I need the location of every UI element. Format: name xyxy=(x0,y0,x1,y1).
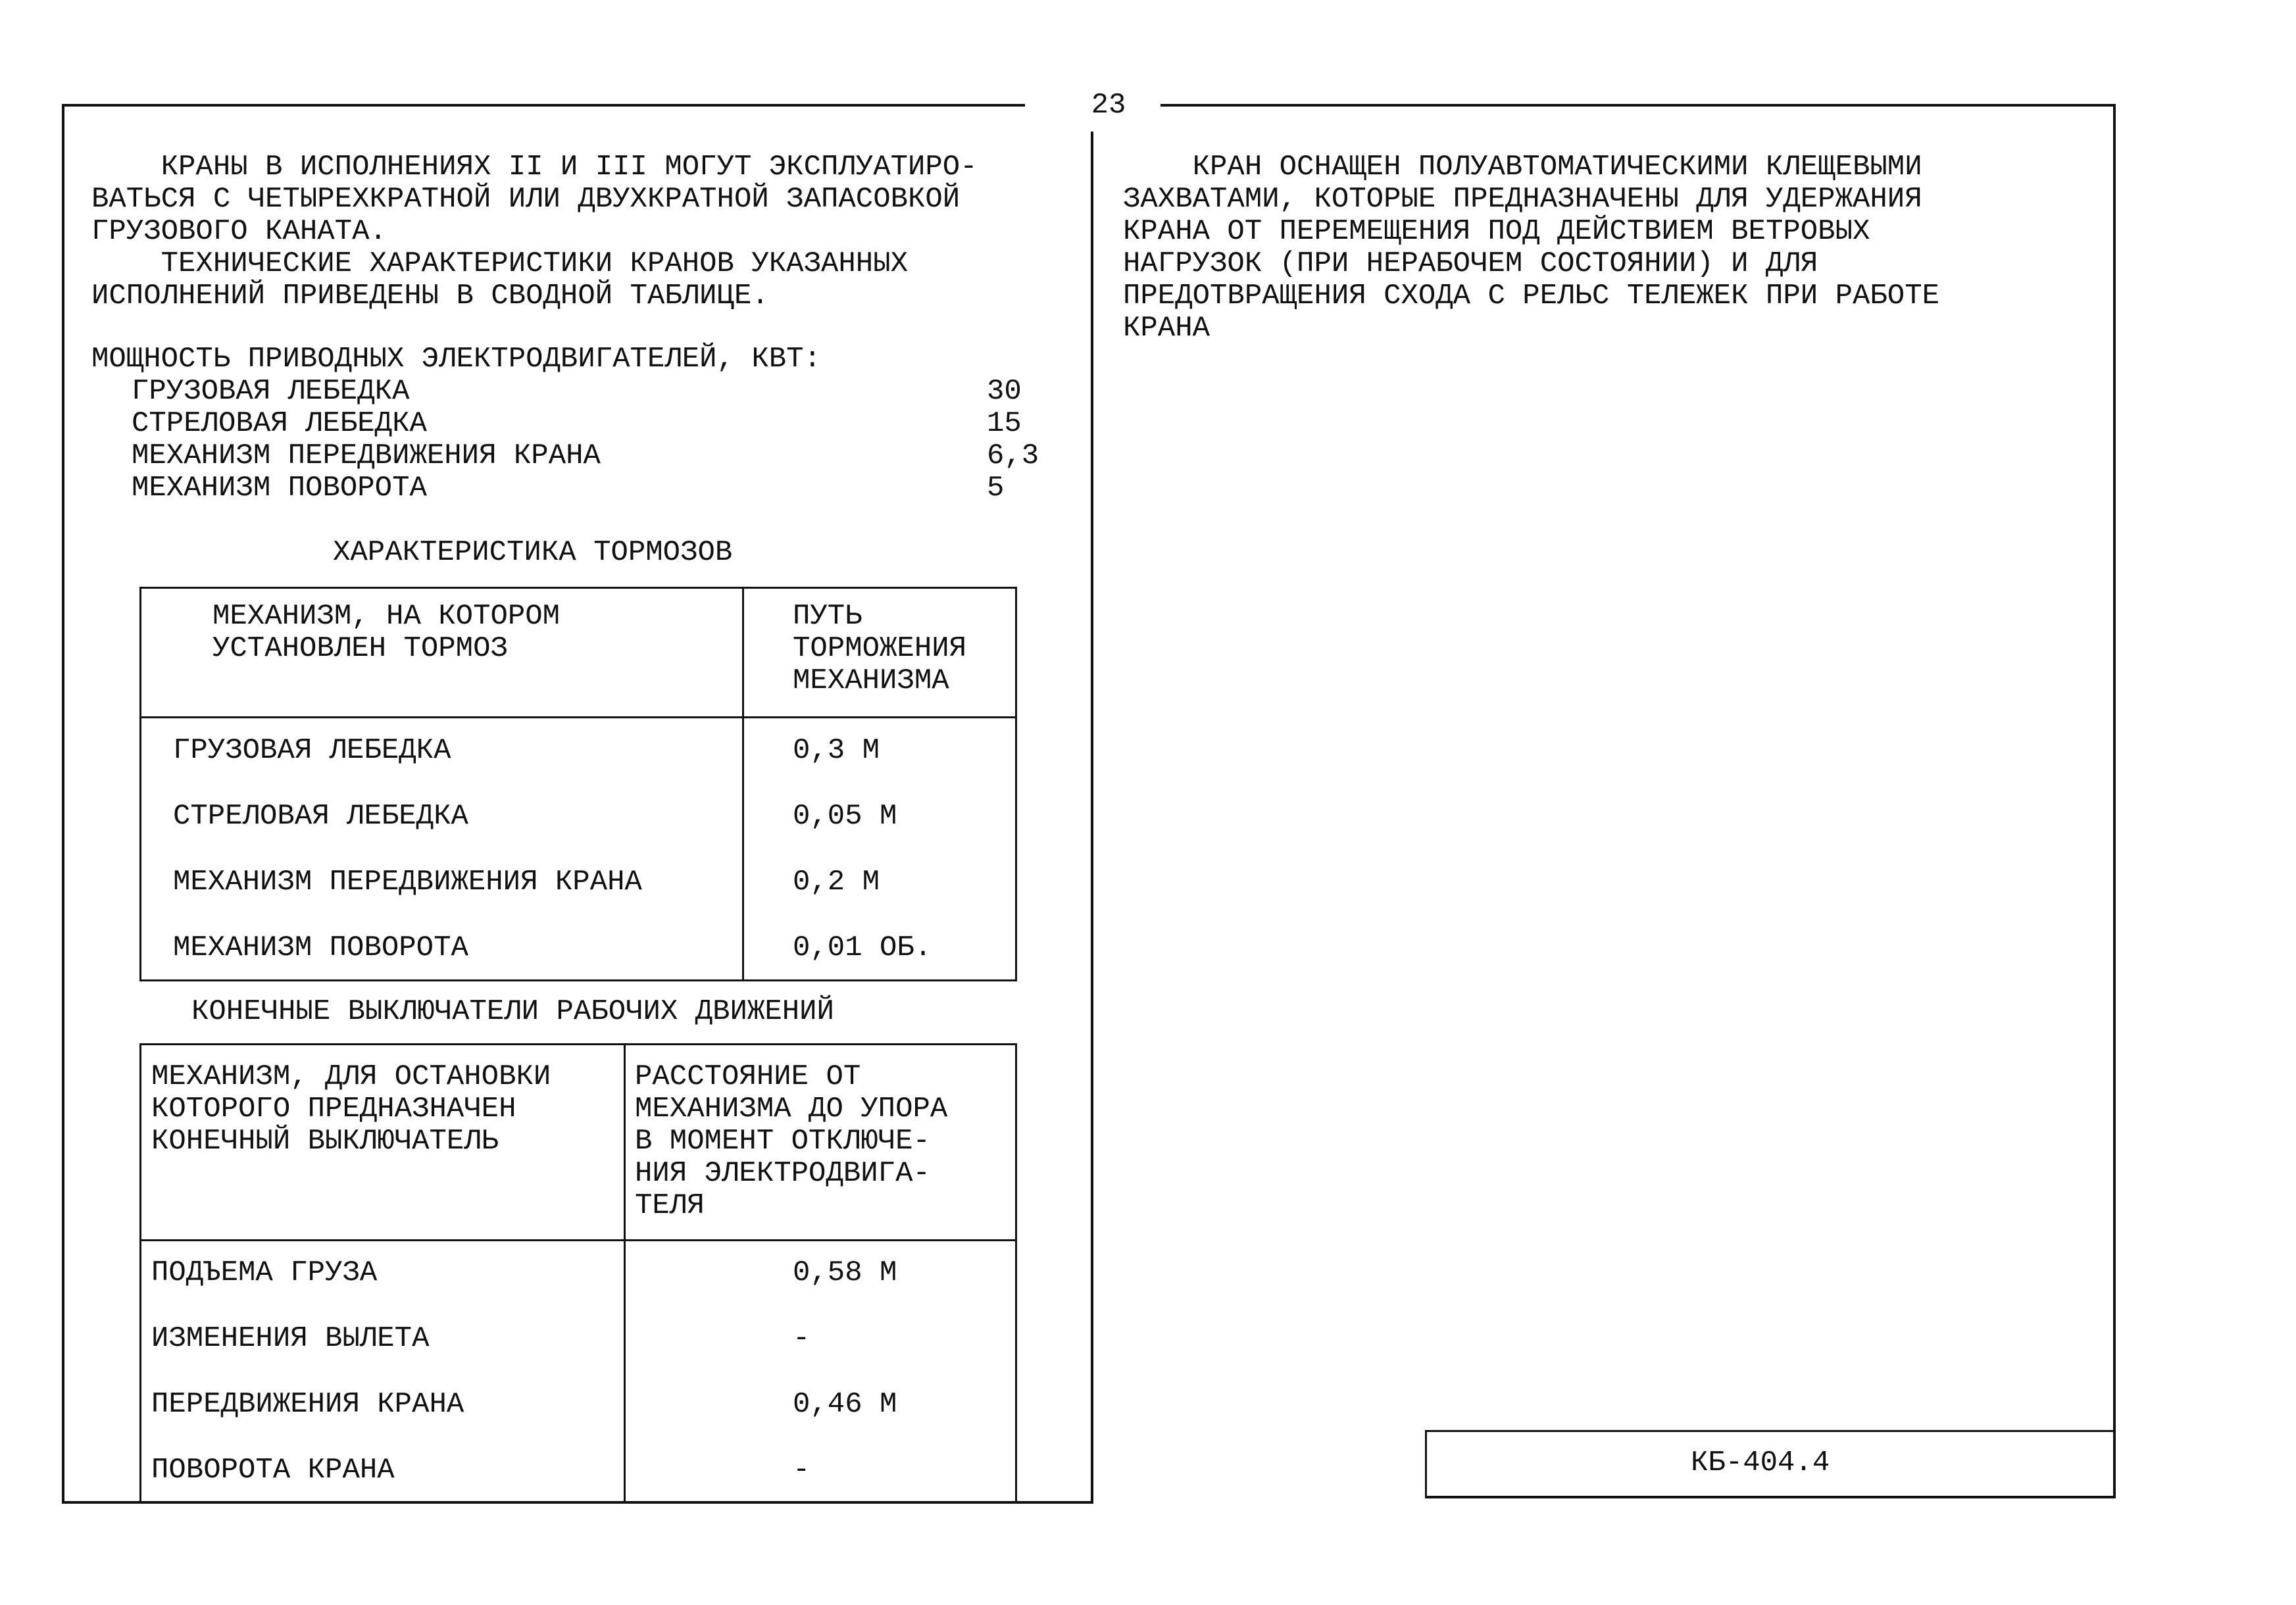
power-heading: МОЩНОСТЬ ПРИВОДНЫХ ЭЛЕКТРОДВИГАТЕЛЕЙ, КВТ: xyxy=(91,343,821,376)
page-number: 23 xyxy=(1091,89,1126,122)
brakes-row-distance: 0,3 М xyxy=(793,734,880,767)
brakes-row-distance: 0,01 ОБ. xyxy=(793,931,932,964)
right-text-line-2: ЗАХВАТАМИ, КОТОРЫЕ ПРЕДНАЗНАЧЕНЫ ДЛЯ УДЕРЖАНИЯ xyxy=(1123,183,1922,216)
stamp-left xyxy=(1425,1430,1427,1498)
brakes-header-distance: ПУТЬ ТОРМОЖЕНИЯ МЕХАНИЗМА xyxy=(793,600,967,697)
switches-row-mechanism: ИЗМЕНЕНИЯ ВЫЛЕТА xyxy=(151,1322,430,1355)
switches-row-distance: - xyxy=(793,1454,811,1487)
switches-header-distance: РАССТОЯНИЕ ОТ МЕХАНИЗМА ДО УПОРА В МОМЕНТ ОТКЛЮЧЕ- НИЯ ЭЛЕКТРОДВИГА- ТЕЛЯ xyxy=(635,1060,948,1222)
brakes-row-distance: 0,2 М xyxy=(793,866,880,899)
brakes-row-mechanism: ГРУЗОВАЯ ЛЕБЕДКА xyxy=(173,734,451,767)
switches-table-header-divider xyxy=(141,1239,1015,1241)
frame-left xyxy=(62,104,64,1504)
brakes-table-header-divider xyxy=(141,716,1015,718)
switches-row-mechanism: ПЕРЕДВИЖЕНИЯ КРАНА xyxy=(151,1388,464,1421)
brakes-row-distance: 0,05 М xyxy=(793,800,897,833)
switches-table xyxy=(139,1043,1017,1504)
power-item-value: 6,3 xyxy=(987,439,1039,472)
brakes-row-mechanism: МЕХАНИЗМ ПОВОРОТА xyxy=(173,931,468,964)
column-divider xyxy=(1091,132,1093,1504)
right-text-line-3: КРАНА ОТ ПЕРЕМЕЩЕНИЯ ПОД ДЕЙСТВИЕМ ВЕТРОВЫХ xyxy=(1123,215,1870,248)
right-text-line-5: ПРЕДОТВРАЩЕНИЯ СХОДА С РЕЛЬС ТЕЛЕЖЕК ПРИ РАБОТЕ xyxy=(1123,280,1940,312)
switches-header-mechanism: МЕХАНИЗМ, ДЛЯ ОСТАНОВКИ КОТОРОГО ПРЕДНАЗНАЧЕН КОНЕЧНЫЙ ВЫКЛЮЧАТЕЛЬ xyxy=(151,1060,551,1158)
frame-top-left xyxy=(62,104,1025,107)
switches-row-mechanism: ПОДЪЕМА ГРУЗА xyxy=(151,1256,378,1289)
power-item-label: ГРУЗОВАЯ ЛЕБЕДКА xyxy=(132,375,410,408)
intro-line-5: ИСПОЛНЕНИЙ ПРИВЕДЕНЫ В СВОДНОЙ ТАБЛИЦЕ. xyxy=(91,280,769,312)
frame-bottom-right xyxy=(1425,1496,2116,1498)
intro-line-1: КРАНЫ В ИСПОЛНЕНИЯХ II И III МОГУТ ЭКСПЛУАТИРО- xyxy=(91,151,978,184)
power-item-label: СТРЕЛОВАЯ ЛЕБЕДКА xyxy=(132,407,427,440)
switches-row-mechanism: ПОВОРОТА КРАНА xyxy=(151,1454,395,1487)
brakes-header-mechanism: МЕХАНИЗМ, НА КОТОРОМ УСТАНОВЛЕН ТОРМОЗ xyxy=(212,600,561,665)
switches-row-distance: 0,46 М xyxy=(793,1388,897,1421)
switches-title: КОНЕЧНЫЕ ВЫКЛЮЧАТЕЛИ РАБОЧИХ ДВИЖЕНИЙ xyxy=(191,995,834,1028)
stamp-top xyxy=(1425,1430,2116,1432)
right-text-line-4: НАГРУЗОК (ПРИ НЕРАБОЧЕМ СОСТОЯНИИ) И ДЛЯ xyxy=(1123,247,1818,280)
power-item-value: 15 xyxy=(987,407,1022,440)
power-item-label: МЕХАНИЗМ ПОВОРОТА xyxy=(132,472,427,505)
switches-row-distance: - xyxy=(793,1322,811,1355)
brakes-table-col-divider xyxy=(742,589,744,979)
switches-table-col-divider xyxy=(624,1045,626,1504)
switches-row-distance: 0,58 М xyxy=(793,1256,897,1289)
brakes-row-mechanism: СТРЕЛОВАЯ ЛЕБЕДКА xyxy=(173,800,468,833)
frame-right xyxy=(2113,104,2116,1498)
intro-line-3: ГРУЗОВОГО КАНАТА. xyxy=(91,215,387,248)
right-text-line-1: КРАН ОСНАЩЕН ПОЛУАВТОМАТИЧЕСКИМИ КЛЕЩЕВЫМИ xyxy=(1123,151,1922,184)
brakes-row-mechanism: МЕХАНИЗМ ПЕРЕДВИЖЕНИЯ КРАНА xyxy=(173,866,642,899)
stamp-designation: КБ-404.4 xyxy=(1691,1446,1830,1479)
power-item-value: 5 xyxy=(987,472,1005,505)
power-item-label: МЕХАНИЗМ ПЕРЕДВИЖЕНИЯ КРАНА xyxy=(132,439,601,472)
intro-line-2: ВАТЬСЯ С ЧЕТЫРЕХКРАТНОЙ ИЛИ ДВУХКРАТНОЙ ЗАПАСОВКОЙ xyxy=(91,183,961,216)
brakes-table xyxy=(139,587,1017,981)
power-item-value: 30 xyxy=(987,375,1022,408)
brakes-title: ХАРАКТЕРИСТИКА ТОРМОЗОВ xyxy=(333,536,733,569)
right-text-line-6: КРАНА xyxy=(1123,312,1210,345)
frame-top-right xyxy=(1160,104,2116,107)
intro-line-4: ТЕХНИЧЕСКИЕ ХАРАКТЕРИСТИКИ КРАНОВ УКАЗАННЫХ xyxy=(91,247,909,280)
